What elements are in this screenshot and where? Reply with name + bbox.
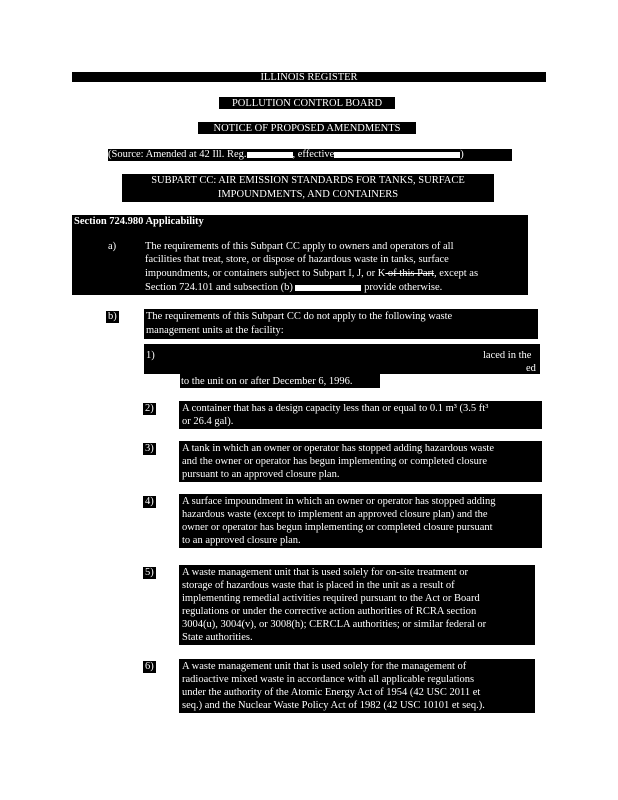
item-1-fragment-1: laced in the: [483, 350, 532, 361]
para-a-line-3-text: impoundments, or containers subject to Subpart I, J, or K: [145, 268, 386, 279]
section-heading: Section 724.980 Applicability: [74, 216, 204, 227]
item-5-marker: 5): [145, 567, 154, 578]
item-1-fragment-2: ed: [526, 363, 536, 374]
source-line: [108, 148, 512, 161]
item-5-line-3: implementing remedial activities required pursuant to the Act or Board: [182, 593, 480, 604]
item-4-text: [179, 494, 542, 548]
item-4-line-3: owner or operator has begun implementing or completed closure pursuant: [182, 522, 493, 533]
para-a-line-1: The requirements of this Subpart CC apply to owners and operators of all: [145, 241, 454, 252]
item-4-marker: 4): [145, 496, 154, 507]
item-5-line-2: storage of hazardous waste that is placed in the unit as a result of: [182, 580, 455, 591]
struck-text: of this Part: [385, 268, 435, 279]
item-5-text: [179, 565, 535, 645]
item-6-marker: 6): [145, 661, 154, 672]
item-3-line-3: pursuant to an approved closure plan.: [182, 469, 340, 480]
item-6-text: [179, 659, 535, 713]
item-2-line-2: or 26.4 gal).: [182, 416, 234, 427]
para-a-line-4-text: Section 724.101 and subsection (b): [145, 282, 293, 293]
item-6-line-4: seq.) and the Nuclear Waste Policy Act of 1982 (42 USC 10101 et seq.).: [182, 700, 485, 711]
para-a-line-2: facilities that treat, store, or dispose of hazardous waste in tanks, surface: [145, 254, 449, 265]
item-6-line-3: under the authority of the Atomic Energy Act of 1954 (42 USC 2011 et: [182, 687, 481, 698]
source-text: (Source: Amended at 42 Ill. Reg.: [108, 149, 247, 160]
item-3-line-1: A tank in which an owner or operator has stopped adding hazardous waste: [182, 443, 494, 454]
item-3-text: [179, 441, 542, 482]
para-a-line-3: [145, 267, 478, 280]
notice-title: NOTICE OF PROPOSED AMENDMENTS: [213, 123, 401, 134]
para-b-marker: b): [108, 311, 117, 322]
redaction-bar: [295, 285, 361, 291]
item-3-marker: 3): [145, 443, 154, 454]
subpart-line-1: SUBPART CC: AIR EMISSION STANDARDS FOR TANKS, SURFACE: [151, 175, 465, 186]
item-5-line-6: State authorities.: [182, 632, 253, 643]
item-2-text: [179, 401, 542, 429]
para-a-marker: a): [108, 241, 117, 252]
item-4-line-2: hazardous waste (except to implement an approved closure plan) and the: [182, 509, 488, 520]
redaction-bar: [334, 152, 460, 158]
item-4-line-1: A surface impoundment in which an owner or operator has stopped adding: [182, 496, 496, 507]
item-6-line-2: radioactive mixed waste in accordance with all applicable regulations: [182, 674, 475, 685]
para-b-line-2: management units at the facility:: [146, 325, 284, 336]
subpart-line-2: IMPOUNDMENTS, AND CONTAINERS: [217, 189, 399, 200]
source-effective: , effective: [292, 149, 335, 160]
item-5-line-4: regulations or under the corrective action authorities of RCRA section: [182, 606, 477, 617]
board-title: POLLUTION CONTROL BOARD: [231, 98, 383, 109]
redaction-bar: [247, 152, 293, 158]
source-close: ): [460, 149, 464, 160]
para-a-line-3-end: , except as: [434, 268, 479, 279]
register-title: ILLINOIS REGISTER: [260, 72, 358, 83]
item-4-line-4: to an approved closure plan.: [182, 535, 301, 546]
item-5-line-1: A waste management unit that is used solely for on-site treatment or: [182, 567, 469, 578]
para-a-line-4: [145, 281, 442, 294]
para-a-line-4-end: provide otherwise.: [361, 282, 443, 293]
item-1-last-line: to the unit on or after December 6, 1996.: [181, 376, 353, 387]
item-1-marker: 1): [146, 350, 155, 361]
item-6-line-1: A waste management unit that is used solely for the management of: [182, 661, 467, 672]
item-2-marker: 2): [145, 403, 154, 414]
item-3-line-2: and the owner or operator has begun implementing or completed closure: [182, 456, 487, 467]
item-5-line-5: 3004(u), 3004(v), or 3008(h); CERCLA authorities; or similar federal or: [182, 619, 487, 630]
para-b-line-1: The requirements of this Subpart CC do not apply to the following waste: [146, 311, 453, 322]
item-2-line-1: A container that has a design capacity less than or equal to 0.1 m³ (3.5 ft³: [182, 403, 489, 414]
item-1-band: [144, 344, 540, 374]
